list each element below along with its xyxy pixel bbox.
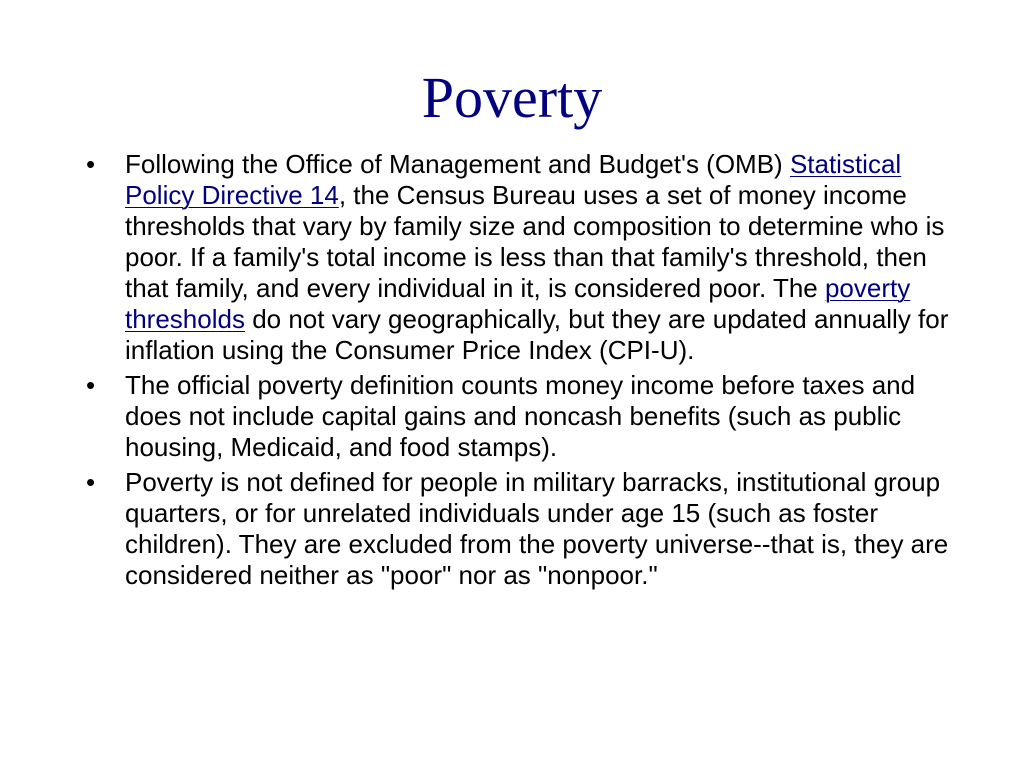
bullet-text: Poverty is not defined for people in military barracks, institutional group quarters, or for unrelated individuals under age 15 (such as foster children). They are excluded from the poverty universe--that is, they are considered neither as "poor" nor as "nonpoor." [125,467,949,590]
bullet-icon: • [86,370,96,400]
bullet-item [80,149,960,366]
bullet-text: do not vary geographically, but they are updated annually for inflation using the Consumer Price Index (CPI-U). [125,304,949,365]
bullet-list [80,149,960,595]
bullet-text: , the Census Bureau uses a set of money income thresholds that vary by family size and composition to determine who is poor. If a family's total income is less than that family's threshold, then that family, and every individual in it, is considered poor. The [125,180,945,303]
bullet-text: Following the Office of Management and Budget's (OMB) [125,149,790,179]
poverty-thresholds-link[interactable]: poverty thresholds [125,273,911,334]
bullet-icon: • [86,467,96,497]
statistical-policy-directive-link[interactable]: Statistical Policy Directive 14 [125,149,902,210]
bullet-item [80,467,960,591]
slide-title: Poverty [421,65,603,130]
bullet-item [80,370,960,463]
bullet-icon: • [86,149,96,179]
bullet-text: The official poverty definition counts money income before taxes and does not include capital gains and noncash benefits (such as public housing, Medicaid, and food stamps). [125,370,916,462]
